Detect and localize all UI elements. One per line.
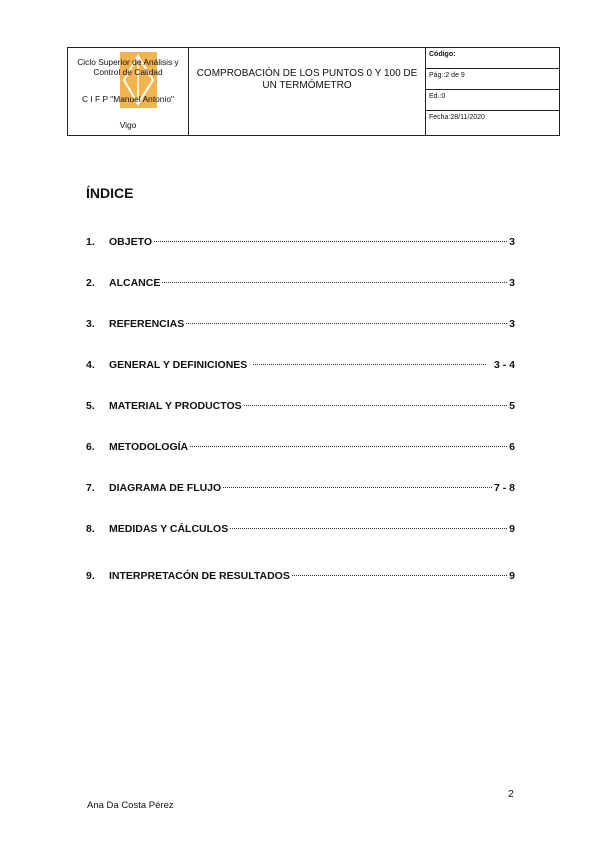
- edition-field: Ed.:0: [426, 90, 559, 111]
- page-field: Pág.:2 de 9: [426, 69, 559, 90]
- toc-leader: [230, 528, 507, 529]
- toc-leader: [186, 323, 507, 324]
- document-header: [67, 47, 560, 136]
- toc-leader: [292, 575, 507, 576]
- toc-label: ALCANCE: [109, 277, 161, 289]
- toc-page: 7 - 8: [493, 482, 515, 494]
- toc-entry[interactable]: [86, 570, 515, 582]
- toc-leader: [190, 446, 507, 447]
- toc-page: 3: [509, 236, 515, 248]
- document-title: COMPROBACIÓN DE LOS PUNTOS 0 Y 100 DE UN TERMÓMETRO: [189, 48, 426, 135]
- toc-entry[interactable]: [86, 482, 515, 494]
- toc-number: 3.: [86, 318, 95, 330]
- institution-name: Ciclo Superior de Análisis y Control de Calidad: [77, 57, 179, 77]
- toc-leader: [253, 364, 486, 365]
- toc-label: OBJETO: [109, 236, 152, 248]
- toc-leader: [223, 487, 492, 488]
- toc-number: 5.: [86, 400, 95, 412]
- toc-entry[interactable]: [86, 359, 515, 371]
- toc-label: METODOLOGÍA: [109, 441, 189, 453]
- toc-leader: [154, 241, 507, 242]
- toc-page: 3: [509, 318, 515, 330]
- center-name: C I F P "Manuel Antonio": [82, 94, 174, 104]
- toc-page: 6: [509, 441, 515, 453]
- toc-entry[interactable]: [86, 400, 515, 412]
- toc-label: DIAGRAMA DE FLUJO: [109, 482, 222, 494]
- page-number: 2: [508, 788, 514, 800]
- date-field: Fecha:28/11/2020: [429, 114, 485, 121]
- toc-leader: [244, 405, 508, 406]
- toc-entry[interactable]: [86, 523, 515, 535]
- author-name: Ana Da Costa Pérez: [87, 800, 174, 811]
- toc-page: 5: [509, 400, 515, 412]
- toc-entry[interactable]: [86, 318, 515, 330]
- toc-label: MEDIDAS Y CÁLCULOS: [109, 523, 229, 535]
- toc-entry[interactable]: [86, 236, 515, 248]
- toc-label: GENERAL Y DEFINICIONES: [109, 359, 248, 371]
- index-heading: ÍNDICE: [86, 185, 134, 201]
- code-field: Código:: [426, 48, 559, 69]
- toc-page: 9: [509, 570, 515, 582]
- toc-number: 8.: [86, 523, 95, 535]
- document-meta: [426, 48, 559, 135]
- toc-number: 1.: [86, 236, 95, 248]
- toc-page: 3: [509, 277, 515, 289]
- toc-number: 9.: [86, 570, 95, 582]
- toc-number: 6.: [86, 441, 95, 453]
- toc-entry[interactable]: [86, 441, 515, 453]
- toc-page: 3 - 4: [493, 359, 515, 371]
- toc-number: 7.: [86, 482, 95, 494]
- toc-label: REFERENCIAS: [109, 318, 185, 330]
- toc-page: 9: [509, 523, 515, 535]
- toc-label: MATERIAL Y PRODUCTOS: [109, 400, 242, 412]
- toc-entry[interactable]: [86, 277, 515, 289]
- institution-cell: [68, 48, 189, 135]
- toc-number: 2.: [86, 277, 95, 289]
- toc-label: INTERPRETACÓN DE RESULTADOS: [109, 570, 290, 582]
- toc-leader: [162, 282, 507, 283]
- toc-number: 4.: [86, 359, 95, 371]
- city-name: Vigo: [119, 120, 137, 130]
